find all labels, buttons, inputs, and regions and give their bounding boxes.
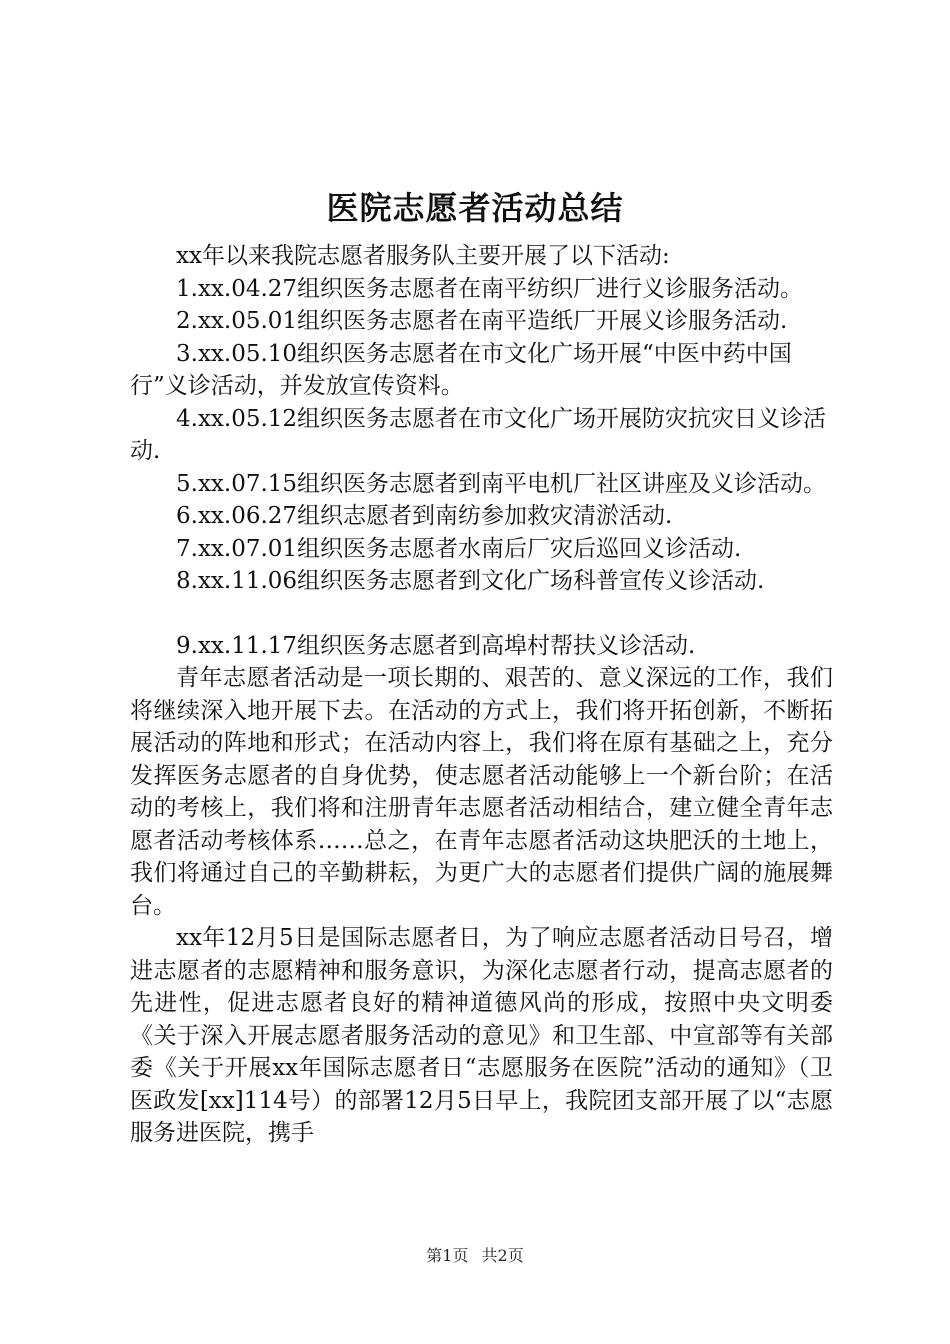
body-paragraph: xx年12月5日是国际志愿者日，为了响应志愿者活动日号召，增进志愿者的志愿精神和服务意识，为深化志愿者行动，提高志愿者的先进性，促进志愿者良好的精神道德风尚的形成，按照中央文明委《关于深入开展志愿者服务活动的意见》和卫生部、中宣部等有关部委《关于开展xx年国际志愿者日“志愿服务在医院”活动的通知》（卫医政发[xx]114号）的部署12月5日早上，我院团支部开展了以“志愿服务进医院，携手 (130, 925, 833, 1146)
body-paragraph: 青年志愿者活动是一项长期的、艰苦的、意义深远的工作，我们将继续深入地开展下去。在活动的方式上，我们将开拓创新，不断拓展活动的阵地和形式；在活动内容上，我们将在原有基础之上，充分发挥医务志愿者的自身优势，使志愿者活动能够上一个新台阶；在活动的考核上，我们将和注册青年志愿者活动相结合，建立健全青年志愿者活动考核体系……总之，在青年志愿者活动这块肥沃的土地上，我们将通过自己的辛勤耕耘，为更广大的志愿者们提供广阔的施展舞台。 (130, 665, 833, 919)
page-total: 共2页 (481, 1246, 524, 1265)
list-item: 5.xx.07.15组织医务志愿者到南平电机厂社区讲座及义诊活动。 (176, 470, 827, 497)
document-body (130, 240, 833, 1150)
intro-paragraph: xx年以来我院志愿者服务队主要开展了以下活动: (176, 243, 670, 269)
page-footer (0, 1246, 950, 1266)
blank-line (130, 598, 833, 630)
document-title: 医院志愿者活动总结 (326, 189, 624, 227)
list-item: 1.xx.04.27组织医务志愿者在南平纺织厂进行义诊服务活动。 (176, 275, 804, 302)
list-item: 4.xx.05.12组织医务志愿者在市文化广场开展防灾抗灾日义诊活动. (130, 405, 827, 464)
page-number: 第1页 (426, 1246, 469, 1265)
list-item: 2.xx.05.01组织医务志愿者在南平造纸厂开展义诊服务活动. (176, 308, 788, 334)
list-item: 6.xx.06.27组织志愿者到南纺参加救灾清淤活动. (176, 503, 673, 529)
list-item: 9.xx.11.17组织医务志愿者到高埠村帮扶义诊活动. (176, 632, 696, 659)
list-item: 7.xx.07.01组织医务志愿者水南后厂灾后巡回义诊活动. (176, 535, 742, 562)
list-item: 3.xx.05.10组织医务志愿者在市文化广场开展“中医中药中国行”义诊活动，并发放宣传资料。 (130, 340, 792, 399)
list-item: 8.xx.11.06组织医务志愿者到文化广场科普宣传义诊活动. (176, 568, 765, 594)
